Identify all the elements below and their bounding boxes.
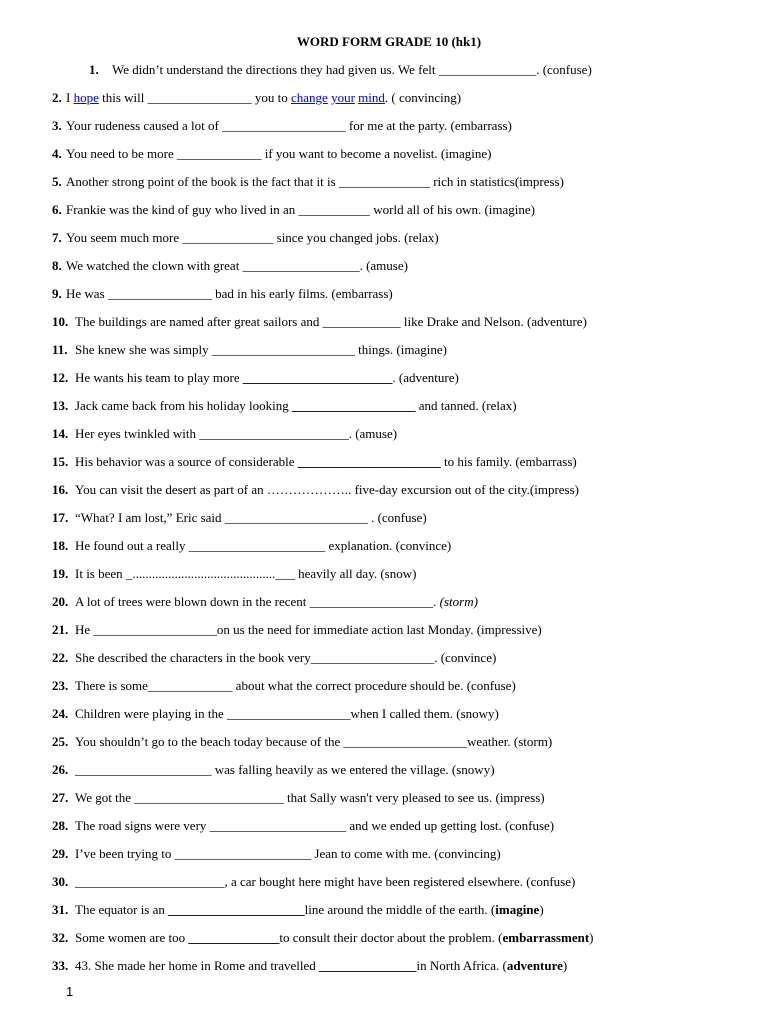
question-number: 29.: [52, 846, 69, 861]
question-text: [75, 340, 447, 360]
question-text: [75, 788, 545, 808]
question-text: [75, 872, 575, 892]
question-number: 6.: [52, 202, 62, 217]
question-number: 3.: [52, 118, 62, 133]
question-item: [0, 340, 768, 360]
answer-blank[interactable]: ___________: [298, 202, 371, 217]
question-number: 32.: [52, 930, 69, 945]
question-item: [0, 368, 768, 388]
text-segment: (storm): [439, 594, 478, 609]
answer-blank[interactable]: _______________: [319, 958, 417, 973]
question-item: [0, 704, 768, 724]
question-text: [75, 424, 397, 444]
text-segment: 43. She made her home in Rome and travelled: [75, 958, 320, 973]
question-item: [0, 676, 768, 696]
hyperlink-word[interactable]: hope: [73, 90, 99, 105]
answer-blank[interactable]: ___________________: [310, 650, 435, 665]
text-segment: It is been _............................................___ heavily all day. (snow): [75, 566, 417, 581]
question-number: 2.: [52, 90, 62, 105]
question-number: 21.: [52, 622, 69, 637]
question-item: [0, 928, 768, 948]
text-segment: He wants his team to play more: [75, 370, 243, 385]
question-number: 18.: [52, 538, 69, 553]
text-segment: . (confuse): [536, 62, 592, 77]
text-segment: The buildings are named after great sailors and: [75, 314, 323, 329]
text-segment: . (amuse): [359, 258, 408, 273]
question-number: 7.: [52, 230, 62, 245]
text-segment: She knew she was simply: [75, 342, 212, 357]
text-segment: for me at the party. (embarrass): [345, 118, 512, 133]
question-number: 17.: [52, 510, 69, 525]
page-title: WORD FORM GRADE 10 (hk1): [296, 34, 482, 49]
question-text: [75, 536, 451, 556]
text-segment: if you want to become a novelist. (imagine): [261, 146, 492, 161]
question-number: 27.: [52, 790, 69, 805]
text-segment: He: [75, 622, 94, 637]
question-item: [0, 844, 768, 864]
answer-blank[interactable]: _____________________: [209, 818, 347, 833]
question-number: 14.: [52, 426, 69, 441]
answer-blank[interactable]: _______________: [438, 62, 537, 77]
text-segment: ): [539, 902, 544, 917]
question-item: [0, 480, 768, 500]
text-segment: Another strong point of the book is the fact that it is: [66, 174, 339, 189]
question-text: [75, 312, 587, 332]
question-number: 11.: [52, 342, 68, 357]
question-text: [75, 480, 579, 500]
answer-blank[interactable]: _______________________: [199, 426, 349, 441]
question-number: 8.: [52, 258, 62, 273]
question-text: [66, 116, 512, 136]
question-number: 15.: [52, 454, 69, 469]
question-number: 30.: [52, 874, 69, 889]
text-segment: on us the need for immediate action last Monday. (impressive): [216, 622, 542, 637]
text-segment: There is some: [75, 678, 148, 693]
text-segment: things. (imagine): [354, 342, 447, 357]
text-segment: to consult their doctor about the problem. (: [279, 930, 503, 945]
question-item: [0, 88, 768, 108]
answer-blank[interactable]: ______________: [338, 174, 430, 189]
text-segment: , a car bought here might have been registered elsewhere. (confuse): [224, 874, 576, 889]
question-text: [66, 284, 393, 304]
question-number: 16.: [52, 482, 69, 497]
answer-blank[interactable]: _______________________: [134, 790, 284, 805]
question-item: [0, 424, 768, 444]
text-segment: bad in his early films. (embarrass): [211, 286, 393, 301]
question-item: [0, 396, 768, 416]
question-text: [75, 732, 552, 752]
answer-blank[interactable]: _____________________: [188, 538, 326, 553]
question-item: [0, 284, 768, 304]
answer-blank[interactable]: ___________________: [93, 622, 217, 637]
text-segment: ): [589, 930, 594, 945]
text-segment: The equator is an: [75, 902, 169, 917]
text-segment: Jack came back from his holiday looking: [75, 398, 292, 413]
text-segment: He was: [66, 286, 108, 301]
question-number: 19.: [52, 566, 69, 581]
question-text: [75, 396, 517, 416]
text-segment: world all of his own. (imagine): [370, 202, 536, 217]
answer-blank[interactable]: _______________________: [75, 874, 225, 889]
text-segment: We got the: [75, 790, 135, 805]
text-segment: A lot of trees were blown down in the recent: [75, 594, 310, 609]
answer-blank[interactable]: ____________: [322, 314, 401, 329]
hyperlink-word[interactable]: change: [291, 90, 328, 105]
page-number: 1: [66, 984, 74, 999]
text-segment: Her eyes twinkled with: [75, 426, 200, 441]
answer-blank[interactable]: ___________________: [227, 706, 351, 721]
question-text: [75, 844, 501, 864]
question-item: [0, 60, 768, 80]
answer-blank[interactable]: ___________________: [222, 118, 346, 133]
text-segment: . (confuse): [367, 510, 427, 525]
text-segment: We didn’t understand the directions they had given us. We felt: [112, 62, 439, 77]
answer-blank[interactable]: ___________________: [309, 594, 434, 609]
question-text: [75, 452, 577, 472]
question-item: [0, 172, 768, 192]
question-text: [75, 928, 594, 948]
text-segment: You shouldn’t go to the beach today because of the: [75, 734, 344, 749]
answer-blank[interactable]: _____________: [176, 146, 262, 161]
answer-blank[interactable]: ___________________: [291, 398, 416, 413]
text-segment: You need to be more: [66, 146, 177, 161]
question-text: [66, 144, 491, 164]
text-segment: weather. (storm): [467, 734, 553, 749]
text-segment: The road signs were very: [75, 818, 210, 833]
question-text: [66, 228, 439, 248]
question-item: [0, 760, 768, 780]
answer-blank[interactable]: _____________________: [174, 846, 312, 861]
text-segment: explanation. (convince): [325, 538, 452, 553]
question-text: [75, 816, 554, 836]
text-segment: Children were playing in the: [75, 706, 227, 721]
text-segment: this will: [98, 90, 148, 105]
answer-blank[interactable]: ______________________: [297, 454, 441, 469]
question-item: [0, 788, 768, 808]
question-text: [75, 704, 499, 724]
text-segment: . (amuse): [348, 426, 398, 441]
question-item: [0, 956, 768, 976]
text-segment: about what the correct procedure should be. (confuse): [232, 678, 516, 693]
question-item: [0, 116, 768, 136]
text-segment: ): [562, 958, 568, 973]
answer-blank[interactable]: _____________________: [75, 762, 212, 777]
hyperlink-word[interactable]: your: [331, 90, 355, 105]
text-segment: since you changed jobs. (relax): [273, 230, 439, 245]
text-segment: He found out a really: [75, 538, 189, 553]
hint-word: adventure: [506, 958, 563, 973]
text-segment: . (convince): [434, 650, 497, 665]
question-number: 12.: [52, 370, 69, 385]
question-item: [0, 564, 768, 584]
question-item: [0, 508, 768, 528]
text-segment: You seem much more: [66, 230, 183, 245]
question-number: 23.: [52, 678, 69, 693]
question-number: 33.: [52, 958, 69, 973]
question-number: 10.: [52, 314, 69, 329]
question-number: 26.: [52, 762, 69, 777]
question-item: [0, 900, 768, 920]
text-segment: We watched the clown with great: [66, 258, 243, 273]
text-segment: to his family. (embarrass): [440, 454, 577, 469]
question-item: [0, 452, 768, 472]
text-segment: Frankie was the kind of guy who lived in an: [66, 202, 299, 217]
text-segment: I: [66, 90, 74, 105]
question-item: [0, 256, 768, 276]
question-item: [0, 648, 768, 668]
question-text: [75, 648, 496, 668]
text-segment: and tanned. (relax): [415, 398, 517, 413]
question-item: [0, 872, 768, 892]
question-text: [75, 900, 544, 920]
question-text: [75, 760, 495, 780]
answer-blank[interactable]: ______________: [182, 230, 274, 245]
question-number: 13.: [52, 398, 69, 413]
text-segment: .: [433, 594, 440, 609]
text-segment: Your rudeness caused a lot of: [66, 118, 223, 133]
answer-blank[interactable]: ______________: [188, 930, 280, 945]
text-segment: I’ve been trying to: [75, 846, 175, 861]
question-number: 24.: [52, 706, 69, 721]
question-item: [0, 144, 768, 164]
question-number: 31.: [52, 902, 69, 917]
text-segment: when I called them. (snowy): [350, 706, 499, 721]
question-item: [0, 732, 768, 752]
text-segment: . ( convincing): [384, 90, 462, 105]
question-number: 28.: [52, 818, 69, 833]
answer-blank[interactable]: ______________________: [211, 342, 355, 357]
question-item: [0, 536, 768, 556]
text-segment: was falling heavily as we entered the village. (snowy): [211, 762, 495, 777]
text-segment: and we ended up getting lost. (confuse): [346, 818, 555, 833]
question-item: [0, 228, 768, 248]
answer-blank[interactable]: _____________: [147, 678, 233, 693]
answer-blank[interactable]: _______________________: [242, 370, 393, 385]
question-text: [66, 172, 564, 192]
question-text: [66, 88, 461, 108]
question-text: [75, 956, 567, 976]
text-segment: His behavior was a source of considerable: [75, 454, 298, 469]
text-segment: Jean to come with me. (convincing): [311, 846, 501, 861]
question-text: [112, 60, 592, 80]
question-item: [0, 592, 768, 612]
text-segment: in North Africa. (: [416, 958, 507, 973]
question-text: [66, 200, 535, 220]
text-segment: You can visit the desert as part of an ……………….. five-day excursion out of the city.(impress): [75, 482, 580, 497]
question-item: [0, 312, 768, 332]
answer-blank[interactable]: ________________: [107, 286, 212, 301]
answer-blank[interactable]: ______________________: [224, 510, 368, 525]
text-segment: line around the middle of the earth. (: [304, 902, 496, 917]
text-segment: like Drake and Nelson. (adventure): [400, 314, 587, 329]
text-segment: . (adventure): [392, 370, 459, 385]
question-text: [75, 508, 427, 528]
answer-blank[interactable]: ________________: [147, 90, 252, 105]
hint-word: imagine: [495, 902, 540, 917]
question-number: 1.: [89, 62, 99, 77]
question-text: [75, 368, 459, 388]
question-item: [0, 816, 768, 836]
question-text: [75, 564, 416, 584]
question-item: [0, 620, 768, 640]
text-segment: “What? I am lost,” Eric said: [75, 510, 225, 525]
answer-blank[interactable]: __________________: [242, 258, 360, 273]
question-text: [75, 620, 542, 640]
question-text: [66, 256, 408, 276]
question-number: 4.: [52, 146, 62, 161]
text-segment: Some women are too: [75, 930, 189, 945]
text-segment: She described the characters in the book very: [75, 650, 311, 665]
answer-blank[interactable]: _____________________: [168, 902, 305, 917]
question-text: [75, 676, 516, 696]
question-number: 20.: [52, 594, 69, 609]
hint-word: embarrassment: [502, 930, 590, 945]
question-number: 22.: [52, 650, 69, 665]
question-number: 9.: [52, 286, 62, 301]
text-segment: that Sally wasn't very pleased to see us. (impress): [283, 790, 545, 805]
hyperlink-word[interactable]: mind: [358, 90, 385, 105]
text-segment: you to: [251, 90, 292, 105]
question-text: [75, 592, 478, 612]
question-item: [0, 200, 768, 220]
question-number: 25.: [52, 734, 69, 749]
text-segment: rich in statistics(impress): [429, 174, 564, 189]
answer-blank[interactable]: ___________________: [343, 734, 467, 749]
question-number: 5.: [52, 174, 62, 189]
